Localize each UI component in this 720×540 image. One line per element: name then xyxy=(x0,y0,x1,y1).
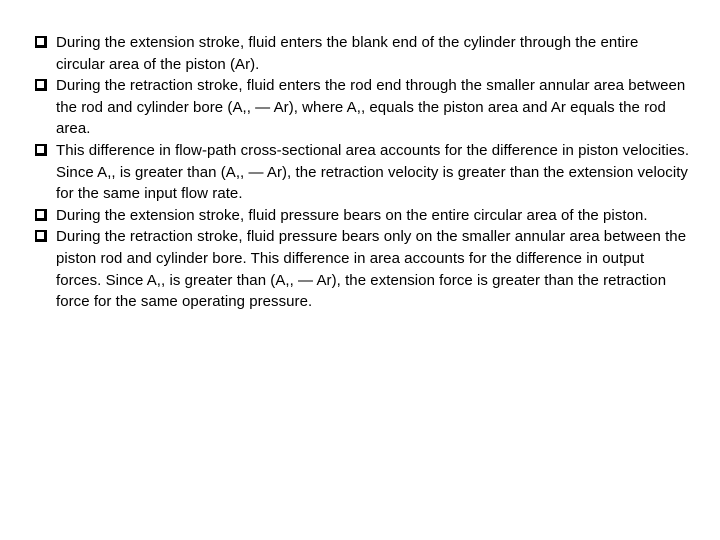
bullet-item xyxy=(34,75,690,140)
bullet-item xyxy=(34,32,690,75)
square-bullet-icon xyxy=(35,144,47,156)
bullet-text: During the retraction stroke, fluid enters the rod end through the smaller annular area between the rod and cylinder bore (A,, — Ar), where A,, equals the piston area and Ar equals the rod area. xyxy=(56,77,686,138)
bullet-list xyxy=(34,32,690,313)
bullet-text: During the extension stroke, fluid enters the blank end of the cylinder through the entire circular area of the piston (Ar). xyxy=(56,34,639,73)
square-bullet-icon xyxy=(35,79,47,91)
bullet-text: This difference in flow-path cross-sectional area accounts for the difference in piston velocities. Since A,, is greater than (A,, — Ar), the retraction velocity is greater than the extension velocity for the same input flow rate. xyxy=(56,141,690,203)
square-bullet-icon xyxy=(35,230,47,242)
bullet-text: During the extension stroke, fluid pressure bears on the entire circular area of the piston. xyxy=(56,206,648,224)
bullet-item xyxy=(34,205,690,227)
square-bullet-icon xyxy=(35,36,47,48)
square-bullet-icon xyxy=(35,209,47,221)
bullet-item xyxy=(34,140,690,205)
bullet-item xyxy=(34,226,690,312)
bullet-text: During the retraction stroke, fluid pressure bears only on the smaller annular area between the piston rod and cylinder bore. This difference in area accounts for the difference in output forces. Since A,, is greater than (A,, — Ar), the extension force is greater than the retraction force for the same operating pressure. xyxy=(56,228,687,311)
